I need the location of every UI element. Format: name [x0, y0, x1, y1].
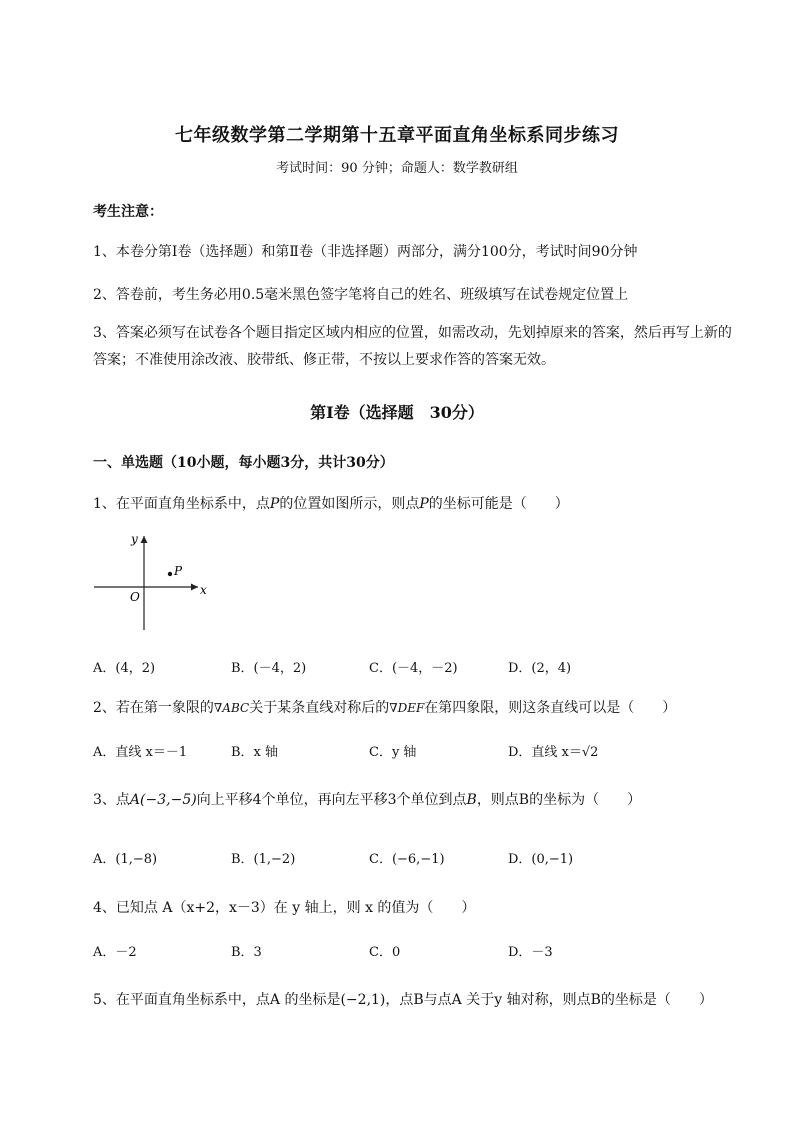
x-axis-label: x [200, 583, 207, 597]
q2-stem-a: 2、若在第一象限的 [93, 700, 214, 716]
section-title: 第Ⅰ卷（选择题 30分） [310, 403, 484, 422]
q1-option-d[interactable]: D．(2，4) [508, 661, 572, 676]
q2-option-b[interactable]: B．x 轴 [231, 745, 279, 760]
q3-stem-a: 3、点 [93, 792, 130, 808]
q4-option-a[interactable]: A．－2 [93, 945, 137, 960]
q4-option-b[interactable]: B．3 [231, 945, 262, 960]
q1-var-p: P [269, 496, 280, 512]
q2-option-c[interactable]: C．y 轴 [369, 745, 417, 760]
q3-stem-c: ，则点B的坐标为（ ） [476, 792, 642, 808]
q3-option-d[interactable]: D．(0,−1) [508, 852, 574, 867]
notice-item-3: 3、答案必须写在试卷各个题目指定区域内相应的位置，如需改动，先划掉原来的答案，然后再写上新的答案；不准使用涂改液、胶带纸、修正带，不按以上要求作答的答案无效。 [93, 325, 732, 368]
q3-option-b[interactable]: B．(1,−2) [231, 852, 296, 867]
point-p [168, 572, 172, 576]
y-axis-label: y [131, 532, 138, 546]
point-p-label: P [174, 564, 183, 578]
q2-stem-b: 关于某条直线对称后的 [249, 700, 390, 716]
question-3-stem [93, 789, 641, 809]
q3-var-a: A(−3,−5) [129, 792, 197, 808]
q2-option-d[interactable]: D．直线 x＝√2 [508, 745, 599, 760]
q1-option-c[interactable]: C．(－4，－2) [369, 661, 458, 676]
page-title: 七年级数学第二学期第十五章平面直角坐标系同步练习 [175, 125, 619, 146]
q2-var-def: ∇DEF [389, 701, 425, 715]
q3-option-c[interactable]: C．(−6,−1) [369, 852, 445, 867]
q3-stem-b: 向上平移4个单位，再向左平移3个单位到点 [196, 792, 467, 808]
question-5-stem: 5、在平面直角坐标系中，点A 的坐标是(−2,1)，点B与点A 关于y 轴对称，则点B的坐标是（ ） [93, 992, 713, 1008]
notice-item-2: 2、答卷前，考生务必用0.5毫米黑色签字笔将自己的姓名、班级填写在试卷规定位置上 [93, 287, 629, 303]
coordinate-figure [88, 528, 218, 636]
q1-stem-c: 的坐标可能是（ ） [428, 496, 569, 512]
page-subtitle: 考试时间：90 分钟；命题人：数学教研组 [276, 161, 518, 176]
q2-stem-c: 在第四象限，则这条直线可以是（ ） [424, 700, 677, 716]
q4-option-c[interactable]: C．0 [369, 945, 401, 960]
q1-stem-b: 的位置如图所示，则点 [279, 496, 420, 512]
question-1-stem [93, 493, 569, 513]
q3-var-b: B [466, 792, 477, 808]
notice-item-1: 1、本卷分第Ⅰ卷（选择题）和第Ⅱ卷（非选择题）两部分，满分100分，考试时间90分钟 [93, 244, 638, 260]
origin-label: O [130, 590, 140, 604]
q2-option-a[interactable]: A．直线 x＝－1 [93, 745, 188, 760]
q1-option-b[interactable]: B．(－4，2) [231, 661, 307, 676]
q3-option-a[interactable]: A．(1,−8) [93, 852, 158, 867]
q4-option-d[interactable]: D．－3 [508, 945, 553, 960]
q1-stem-a: 1、在平面直角坐标系中，点 [93, 496, 270, 512]
notice-heading: 考生注意： [93, 204, 163, 220]
q1-var-p2: P [419, 496, 429, 512]
question-2-stem [93, 697, 676, 717]
part-heading: 一、单选题（10小题，每小题3分，共计30分） [93, 455, 394, 471]
q1-option-a[interactable]: A．(4，2) [93, 661, 156, 676]
q2-var-abc: ∇ABC [213, 701, 250, 715]
question-4-stem: 4、已知点 A（x+2，x－3）在 y 轴上，则 x 的值为（ ） [93, 900, 476, 916]
